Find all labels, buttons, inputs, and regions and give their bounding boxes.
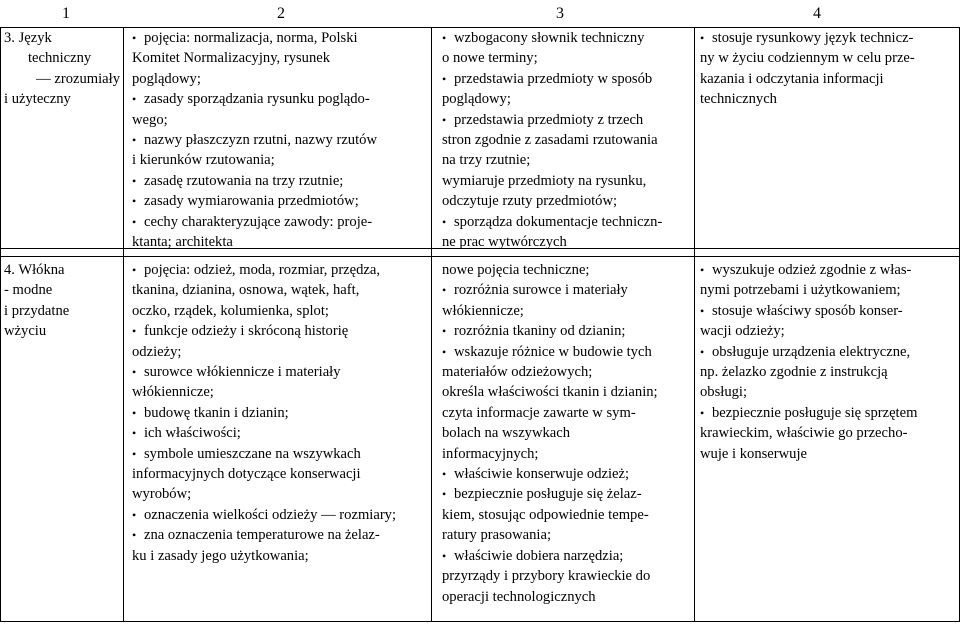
cell-text: wacji odzieży;: [700, 323, 785, 340]
continuation-line: [442, 505, 692, 525]
continuation-line: [700, 444, 958, 464]
topic-line: — zrozumiały: [36, 70, 120, 87]
bullet-item: [442, 546, 692, 566]
continuation-line: [442, 232, 692, 252]
bullet-item: [132, 362, 428, 382]
cell-text: ktanta; architekta: [132, 234, 233, 251]
cell-text: kiem, stosując odpowiednie tempe-: [442, 506, 649, 523]
cell-text: przyrządy i przybory krawieckie do: [442, 568, 651, 585]
bullet-icon: •: [700, 303, 705, 318]
bullet-icon: •: [700, 31, 705, 45]
bullet-icon: •: [442, 71, 447, 86]
bullet-icon: •: [700, 344, 705, 359]
continuation-line: [132, 150, 428, 170]
bullet-item: [442, 212, 692, 232]
topic-line: 3. Język: [4, 30, 52, 46]
cell-text: wymiaruje przedmioty na rysunku,: [442, 172, 647, 189]
cell-text: rozróżnia surowce i materiały: [454, 282, 628, 299]
cell-text: bezpiecznie posługuje się żelaz-: [454, 486, 642, 503]
cell-text: technicznych: [700, 91, 777, 108]
cell-text: zasady wymiarowania przedmiotów;: [144, 193, 359, 210]
bullet-item: [700, 403, 958, 423]
cell-text: informacyjnych;: [442, 445, 539, 462]
cell-text: nowe pojęcia techniczne;: [442, 262, 590, 278]
bullet-icon: •: [442, 324, 447, 339]
cell-text: materiałów odzieżowych;: [442, 364, 593, 381]
cell-text: wskazuje różnice w budowie tych: [454, 343, 652, 360]
bullet-item: [132, 525, 428, 545]
continuation-line: [442, 171, 692, 191]
bullet-icon: •: [132, 324, 137, 339]
topic-line: i przydatne: [4, 302, 70, 319]
continuation-line: [700, 280, 958, 300]
bullet-item: [442, 69, 692, 89]
bullet-item: [442, 342, 692, 362]
continuation-line: [442, 525, 692, 545]
bullet-icon: •: [132, 31, 137, 45]
cell-text: bezpiecznie posługuje się sprzętem: [712, 404, 918, 421]
continuation-line: [442, 130, 692, 150]
continuation-line: [442, 566, 692, 586]
cell-text: o nowe terminy;: [442, 50, 538, 67]
cell-text: poglądowy;: [132, 70, 201, 87]
bullet-item: [132, 423, 428, 443]
cell-text: stosuje właściwy sposób konser-: [712, 302, 903, 319]
cell-text: Komitet Normalizacyjny, rysunek: [132, 50, 331, 67]
continuation-line: [442, 444, 692, 464]
topic-line: wżyciu: [4, 323, 47, 340]
topic-line: - modne: [4, 282, 53, 299]
cell-text: właściwie konserwuje odzież;: [454, 466, 630, 483]
bullet-icon: •: [442, 31, 447, 45]
bullet-icon: •: [132, 446, 137, 461]
bullet-item: [132, 403, 428, 423]
continuation-line: [132, 546, 428, 566]
bullet-icon: •: [132, 507, 137, 522]
continuation-line: [442, 150, 692, 170]
row2-topic: [4, 260, 120, 342]
cell-text: czyta informacje zawarte w sym-: [442, 404, 636, 421]
bullet-icon: •: [442, 283, 447, 298]
bullet-icon: •: [442, 112, 447, 127]
continuation-line: [700, 48, 958, 68]
bullet-icon: •: [132, 194, 137, 209]
continuation-line: [442, 260, 692, 280]
bullet-item: [442, 464, 692, 484]
bullet-icon: •: [132, 528, 137, 543]
bullet-item: [132, 260, 428, 280]
continuation-line: [132, 48, 428, 68]
column-divider: [431, 27, 432, 622]
bullet-item: [442, 28, 692, 48]
bullet-item: [132, 28, 428, 48]
cell-text: rozróżnia tkaniny od dzianin;: [454, 323, 626, 340]
continuation-line: [132, 464, 428, 484]
cell-text: informacyjnych dotyczące konserwacji: [132, 466, 361, 483]
topic-line: i użyteczny: [4, 91, 71, 108]
column-header-1: 1: [62, 5, 70, 22]
bullet-icon: •: [132, 426, 137, 441]
bullet-icon: •: [442, 214, 447, 229]
continuation-line: [700, 382, 958, 402]
bullet-item: [442, 280, 692, 300]
cell-text: odzieży;: [132, 343, 182, 360]
cell-text: nazwy płaszczyzn rzutni, nazwy rzutów: [144, 132, 377, 149]
continuation-line: [700, 423, 958, 443]
cell-text: sporządza dokumentacje techniczn-: [454, 213, 663, 230]
bullet-item: [132, 191, 428, 211]
cell-text: tkanina, dzianina, osnowa, wątek, haft,: [132, 282, 360, 299]
cell-text: ny w życiu codziennym w celu prze-: [700, 50, 915, 67]
continuation-line: [442, 191, 692, 211]
cell-text: ich właściwości;: [144, 425, 241, 442]
row1-topic: [4, 28, 120, 110]
row2-skills: [442, 260, 692, 607]
row2-knowledge: [132, 260, 428, 566]
bullet-icon: •: [132, 92, 137, 107]
row1-skills: [442, 28, 692, 252]
cell-text: ku i zasady jego użytkowania;: [132, 547, 309, 564]
continuation-line: [132, 382, 428, 402]
cell-text: ratury prasowania;: [442, 527, 552, 544]
cell-text: oznaczenia wielkości odzieży — rozmiary;: [144, 506, 397, 523]
cell-text: włókiennicze;: [442, 302, 524, 319]
bullet-item: [442, 321, 692, 341]
bullet-item: [442, 110, 692, 130]
continuation-line: [700, 69, 958, 89]
bullet-icon: •: [132, 263, 137, 277]
continuation-line: [442, 362, 692, 382]
continuation-line: [132, 110, 428, 130]
cell-text: poglądowy;: [442, 91, 511, 108]
cell-text: operacji technologicznych: [442, 588, 596, 605]
table-border-left: [0, 27, 1, 622]
bullet-item: [132, 444, 428, 464]
cell-text: wzbogacony słownik techniczny: [454, 30, 645, 46]
continuation-line: [442, 423, 692, 443]
table-border-bottom: [0, 621, 960, 622]
cell-text: przedstawia przedmioty w sposób: [454, 70, 653, 87]
bullet-item: [132, 212, 428, 232]
bullet-icon: •: [442, 548, 447, 563]
cell-text: wyrobów;: [132, 486, 192, 503]
column-divider: [694, 27, 695, 622]
bullet-item: [700, 260, 958, 280]
continuation-line: [700, 89, 958, 109]
continuation-line: [132, 69, 428, 89]
continuation-line: [700, 321, 958, 341]
cell-text: surowce włókiennicze i materiały: [144, 364, 341, 381]
cell-text: obsługuje urządzenia elektryczne,: [712, 343, 911, 360]
cell-text: budowę tkanin i dzianin;: [144, 404, 289, 421]
cell-text: zasady sporządzania rysunku poglądo-: [144, 91, 370, 108]
continuation-line: [132, 301, 428, 321]
cell-text: na trzy rzutnie;: [442, 152, 531, 169]
cell-text: przedstawia przedmioty z trzech: [454, 111, 644, 128]
cell-text: odczytuje rzuty przedmiotów;: [442, 193, 618, 210]
cell-text: stosuje rysunkowy język technicz-: [712, 30, 914, 46]
column-divider: [123, 27, 124, 622]
cell-text: krawieckim, właściwie go przecho-: [700, 425, 908, 442]
cell-text: pojęcia: odzież, moda, rozmiar, przędza,: [144, 262, 381, 278]
topic-line: techniczny: [28, 50, 92, 67]
column-header-2: 2: [277, 5, 285, 22]
cell-text: pojęcia: normalizacja, norma, Polski: [144, 30, 358, 46]
bullet-icon: •: [132, 173, 137, 188]
cell-text: włókiennicze;: [132, 384, 214, 401]
bullet-item: [700, 342, 958, 362]
bullet-item: [132, 505, 428, 525]
bullet-icon: •: [132, 214, 137, 229]
cell-text: nymi potrzebami i użytkowaniem;: [700, 282, 901, 299]
cell-text: bolach na wszywkach: [442, 425, 571, 442]
cell-text: wego;: [132, 111, 168, 128]
cell-text: ne prac wytwórczych: [442, 234, 567, 251]
continuation-line: [442, 403, 692, 423]
cell-text: właściwie dobiera narzędzia;: [454, 547, 624, 564]
bullet-icon: •: [442, 344, 447, 359]
continuation-line: [442, 89, 692, 109]
cell-text: obsługi;: [700, 384, 748, 401]
bullet-icon: •: [442, 467, 447, 482]
bullet-icon: •: [132, 405, 137, 420]
continuation-line: [132, 280, 428, 300]
column-header-3: 3: [556, 5, 564, 22]
cell-text: zasadę rzutowania na trzy rzutnie;: [144, 172, 344, 189]
continuation-line: [132, 342, 428, 362]
row2-attitudes: [700, 260, 958, 464]
continuation-line: [442, 48, 692, 68]
continuation-line: [442, 587, 692, 607]
cell-text: kazania i odczytania informacji: [700, 70, 884, 87]
cell-text: cechy charakteryzujące zawody: proje-: [144, 213, 373, 230]
bullet-item: [442, 484, 692, 504]
cell-text: symbole umieszczane na wszywkach: [144, 445, 361, 462]
bullet-item: [132, 89, 428, 109]
cell-text: wyszukuje odzież zgodnie z włas-: [712, 262, 912, 278]
continuation-line: [132, 232, 428, 252]
bullet-icon: •: [132, 365, 137, 380]
topic-line: 4. Włókna: [4, 262, 65, 278]
continuation-line: [132, 484, 428, 504]
bullet-icon: •: [700, 405, 705, 420]
cell-text: i kierunków rzutowania;: [132, 152, 275, 169]
cell-text: zna oznaczenia temperaturowe na żelaz-: [144, 527, 380, 544]
cell-text: określa właściwości tkanin i dzianin;: [442, 384, 658, 401]
bullet-item: [700, 28, 958, 48]
bullet-item: [132, 171, 428, 191]
continuation-line: [442, 382, 692, 402]
bullet-icon: •: [700, 263, 705, 277]
table-row-divider: [0, 256, 960, 257]
cell-text: np. żelazko zgodnie z instrukcją: [700, 364, 888, 381]
row1-attitudes: [700, 28, 958, 110]
bullet-item: [700, 301, 958, 321]
bullet-icon: •: [132, 133, 137, 148]
bullet-item: [132, 321, 428, 341]
cell-text: wuje i konserwuje: [700, 445, 807, 462]
cell-text: funkcje odzieży i skróconą historię: [144, 323, 349, 340]
cell-text: stron zgodnie z zasadami rzutowania: [442, 132, 658, 149]
continuation-line: [442, 301, 692, 321]
bullet-item: [132, 130, 428, 150]
continuation-line: [700, 362, 958, 382]
row1-knowledge: [132, 28, 428, 252]
cell-text: oczko, rządek, kolumienka, splot;: [132, 302, 329, 319]
bullet-icon: •: [442, 487, 447, 502]
column-header-4: 4: [813, 5, 821, 22]
